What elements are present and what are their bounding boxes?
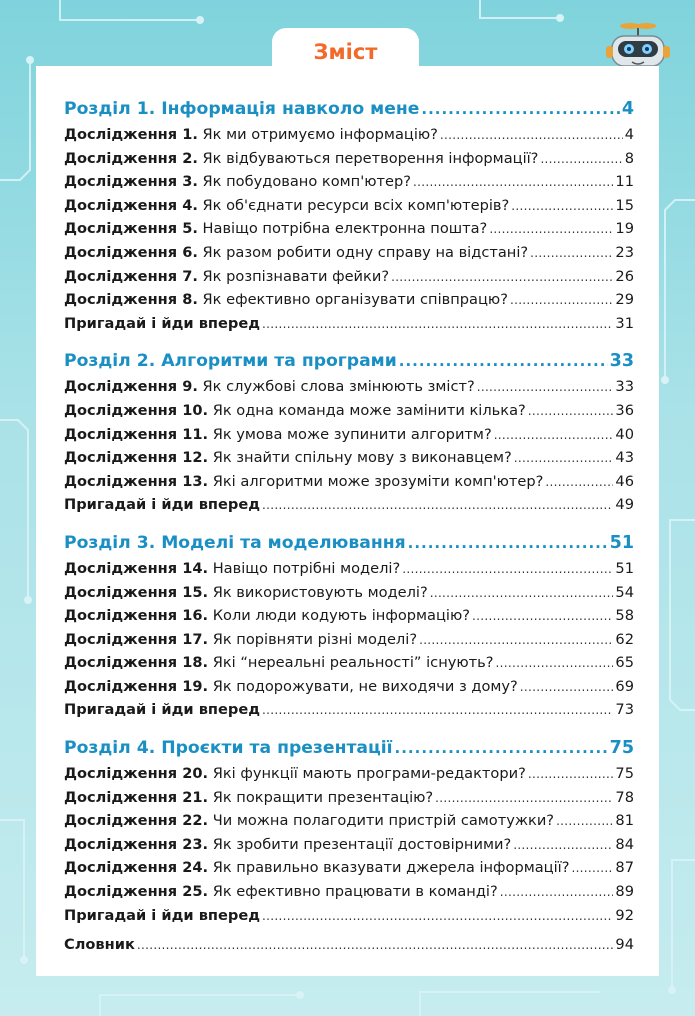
entry-label: Дослідження 11. bbox=[64, 425, 209, 443]
toc-entry[interactable] bbox=[64, 446, 634, 470]
toc-entry[interactable] bbox=[64, 581, 634, 605]
dot-leader bbox=[435, 787, 613, 811]
entry-label: Дослідження 7. bbox=[64, 267, 198, 285]
dot-leader bbox=[511, 195, 613, 219]
dot-leader bbox=[262, 313, 613, 337]
entry-label: Пригадай і йди вперед bbox=[64, 314, 261, 332]
entry-page: 40 bbox=[615, 425, 634, 443]
entry-page: 15 bbox=[615, 196, 634, 214]
toc-entry[interactable] bbox=[64, 123, 634, 147]
dot-leader bbox=[528, 763, 614, 787]
entry-label: Дослідження 2. bbox=[64, 149, 198, 167]
entry-label: Дослідження 6. bbox=[64, 243, 198, 261]
section-title: Розділ 2. Алгоритми та програми bbox=[64, 351, 397, 372]
toc-entry[interactable] bbox=[64, 170, 634, 194]
toc-entry[interactable] bbox=[64, 241, 634, 265]
entry-label: Пригадай і йди вперед bbox=[64, 906, 261, 924]
entry-page: 31 bbox=[615, 314, 634, 332]
dot-leader bbox=[545, 471, 613, 495]
entry-text: Які функції мають програми-редактори? bbox=[212, 765, 526, 783]
entry-label: Пригадай і йди вперед bbox=[64, 496, 261, 514]
entry-page: 36 bbox=[615, 401, 634, 419]
entry-text: Як зробити презентації достовірними? bbox=[212, 835, 512, 853]
toc-entry[interactable] bbox=[64, 557, 634, 581]
section-title: Розділ 1. Інформація навколо мене bbox=[64, 99, 420, 119]
dot-leader bbox=[514, 447, 614, 471]
toc-entry[interactable] bbox=[64, 786, 634, 810]
toc-entry[interactable] bbox=[64, 194, 634, 218]
entry-label: Дослідження 15. bbox=[64, 583, 209, 601]
toc-entry[interactable] bbox=[64, 833, 634, 857]
section-page: 33 bbox=[609, 351, 634, 372]
entry-text: Як використовують моделі? bbox=[212, 583, 428, 601]
section-page: 51 bbox=[609, 532, 634, 553]
entry-label: Дослідження 22. bbox=[64, 812, 209, 830]
entry-label: Дослідження 10. bbox=[64, 401, 209, 419]
entry-page: 43 bbox=[615, 449, 634, 467]
dot-leader bbox=[556, 810, 613, 834]
dot-leader bbox=[530, 242, 613, 266]
dot-leader bbox=[513, 834, 613, 858]
toc-entry[interactable] bbox=[64, 651, 634, 675]
entry-label: Дослідження 20. bbox=[64, 765, 209, 783]
dot-leader bbox=[500, 881, 614, 905]
entry-label: Дослідження 16. bbox=[64, 607, 209, 625]
entry-page: 87 bbox=[615, 859, 634, 877]
toc-entry[interactable] bbox=[64, 628, 634, 652]
entry-label: Дослідження 23. bbox=[64, 835, 209, 853]
dot-leader bbox=[391, 266, 613, 290]
toc-entry-review[interactable] bbox=[64, 493, 634, 517]
entry-page: 69 bbox=[615, 677, 634, 695]
entry-text: Як ефективно працювати в команді? bbox=[212, 883, 498, 901]
toc-entry[interactable] bbox=[64, 147, 634, 171]
entry-label: Дослідження 3. bbox=[64, 173, 198, 191]
dot-leader bbox=[430, 582, 614, 606]
entry-label: Дослідження 4. bbox=[64, 196, 198, 214]
dot-leader bbox=[528, 400, 614, 424]
section-title: Розділ 3. Моделі та моделювання bbox=[64, 532, 406, 553]
entry-label: Дослідження 25. bbox=[64, 883, 209, 901]
dot-leader bbox=[440, 124, 623, 148]
toc-entry[interactable] bbox=[64, 880, 634, 904]
entry-page: 8 bbox=[624, 149, 634, 167]
entry-page: 65 bbox=[615, 654, 634, 672]
toc-entry-review[interactable] bbox=[64, 312, 634, 336]
entry-page: 54 bbox=[615, 583, 634, 601]
page-title: Зміст bbox=[313, 40, 378, 64]
toc-entry[interactable] bbox=[64, 288, 634, 312]
entry-page: 75 bbox=[615, 765, 634, 783]
glossary-page: 94 bbox=[615, 936, 634, 954]
entry-label: Дослідження 14. bbox=[64, 559, 209, 577]
entry-label: Дослідження 18. bbox=[64, 654, 209, 672]
entry-text: Як розпізнавати фейки? bbox=[202, 267, 390, 285]
entry-text: Чи можна полагодити пристрій самотужки? bbox=[212, 812, 555, 830]
entry-label: Дослідження 8. bbox=[64, 291, 198, 309]
dot-leader bbox=[520, 676, 614, 700]
toc-entry[interactable] bbox=[64, 399, 634, 423]
entry-label: Дослідження 12. bbox=[64, 449, 209, 467]
toc-entry[interactable] bbox=[64, 856, 634, 880]
section-1-heading[interactable] bbox=[64, 95, 634, 123]
entry-label: Дослідження 9. bbox=[64, 378, 198, 396]
entry-page: 84 bbox=[615, 835, 634, 853]
entry-label: Дослідження 17. bbox=[64, 630, 209, 648]
entry-page: 51 bbox=[615, 559, 634, 577]
toc-entry[interactable] bbox=[64, 217, 634, 241]
glossary-label: Словник bbox=[64, 936, 135, 954]
entry-label: Дослідження 1. bbox=[64, 126, 198, 143]
dot-leader bbox=[477, 376, 614, 400]
dot-leader bbox=[262, 494, 613, 518]
entry-page: 33 bbox=[615, 378, 634, 396]
entry-text: Як об'єднати ресурси всіх комп'ютерів? bbox=[202, 196, 510, 214]
dot-leader bbox=[137, 934, 614, 958]
entry-page: 26 bbox=[615, 267, 634, 285]
entry-text: Які алгоритми може зрозуміти комп'ютер? bbox=[212, 472, 544, 490]
entry-page: 78 bbox=[615, 788, 634, 806]
toc-entry[interactable] bbox=[64, 265, 634, 289]
entry-text: Як відбуваються перетворення інформації? bbox=[202, 149, 539, 167]
dot-leader bbox=[262, 699, 613, 723]
toc-entry-glossary[interactable] bbox=[64, 933, 634, 957]
dot-leader bbox=[421, 95, 619, 123]
entry-text: Як одна команда може замінити кілька? bbox=[212, 401, 526, 419]
entry-text: Як службові слова змінюють зміст? bbox=[202, 378, 475, 396]
entry-text: Як порівняти різні моделі? bbox=[212, 630, 418, 648]
section-page: 75 bbox=[609, 738, 634, 759]
dot-leader bbox=[489, 218, 613, 242]
section-4-heading[interactable] bbox=[64, 734, 634, 762]
entry-text: Як правильно вказувати джерела інформації? bbox=[212, 859, 570, 877]
section-3-heading[interactable] bbox=[64, 529, 634, 557]
entry-page: 89 bbox=[615, 883, 634, 901]
entry-page: 81 bbox=[615, 812, 634, 830]
entry-text: Як побудовано комп'ютер? bbox=[202, 173, 411, 191]
section-page: 4 bbox=[621, 99, 634, 119]
toc-entry-review[interactable] bbox=[64, 698, 634, 722]
entry-text: Як подорожувати, не виходячи з дому? bbox=[212, 677, 518, 695]
entry-text: Як ми отримуємо інформацію? bbox=[202, 126, 438, 143]
entry-text: Як разом робити одну справу на відстані? bbox=[202, 243, 529, 261]
entry-page: 73 bbox=[615, 701, 634, 719]
entry-text: Як умова може зупинити алгоритм? bbox=[212, 425, 492, 443]
dot-leader bbox=[510, 289, 613, 313]
dot-leader bbox=[571, 857, 613, 881]
dot-leader bbox=[413, 171, 613, 195]
entry-page: 29 bbox=[615, 291, 634, 309]
entry-page: 46 bbox=[615, 472, 634, 490]
toc-entry[interactable] bbox=[64, 809, 634, 833]
dot-leader bbox=[262, 905, 613, 929]
dot-leader bbox=[419, 629, 613, 653]
entry-label: Дослідження 5. bbox=[64, 220, 198, 238]
dot-leader bbox=[540, 148, 622, 172]
entry-text: Коли люди кодують інформацію? bbox=[212, 607, 470, 625]
entry-page: 23 bbox=[615, 243, 634, 261]
entry-text: Як покращити презентацію? bbox=[212, 788, 434, 806]
dot-leader bbox=[494, 424, 614, 448]
entry-page: 62 bbox=[615, 630, 634, 648]
dot-leader bbox=[496, 652, 614, 676]
toc-entry[interactable] bbox=[64, 675, 634, 699]
entry-label: Пригадай і йди вперед bbox=[64, 701, 261, 719]
table-of-contents bbox=[64, 94, 634, 957]
toc-entry[interactable] bbox=[64, 375, 634, 399]
entry-label: Дослідження 21. bbox=[64, 788, 209, 806]
entry-label: Дослідження 19. bbox=[64, 677, 209, 695]
dot-leader bbox=[408, 529, 608, 557]
entry-page: 11 bbox=[615, 173, 634, 191]
entry-page: 92 bbox=[615, 906, 634, 924]
entry-page: 58 bbox=[615, 607, 634, 625]
entry-text: Як знайти спільну мову з виконавцем? bbox=[212, 449, 512, 467]
toc-entry-review[interactable] bbox=[64, 904, 634, 928]
entry-label: Дослідження 24. bbox=[64, 859, 209, 877]
entry-page: 49 bbox=[615, 496, 634, 514]
entry-page: 4 bbox=[624, 126, 634, 143]
dot-leader bbox=[399, 347, 608, 375]
entry-label: Дослідження 13. bbox=[64, 472, 209, 490]
toc-entry[interactable] bbox=[64, 470, 634, 494]
entry-text: Які “нереальні реальності” існують? bbox=[212, 654, 494, 672]
dot-leader bbox=[472, 605, 613, 629]
section-title: Розділ 4. Проєкти та презентації bbox=[64, 738, 393, 759]
toc-entry[interactable] bbox=[64, 423, 634, 447]
section-2-heading[interactable] bbox=[64, 347, 634, 375]
entry-text: Навіщо потрібна електронна пошта? bbox=[202, 220, 488, 238]
entry-text: Як ефективно організувати співпрацю? bbox=[202, 291, 508, 309]
dot-leader bbox=[402, 558, 613, 582]
toc-entry[interactable] bbox=[64, 762, 634, 786]
entry-page: 19 bbox=[615, 220, 634, 238]
entry-text: Навіщо потрібні моделі? bbox=[212, 559, 401, 577]
dot-leader bbox=[395, 734, 608, 762]
toc-entry[interactable] bbox=[64, 604, 634, 628]
